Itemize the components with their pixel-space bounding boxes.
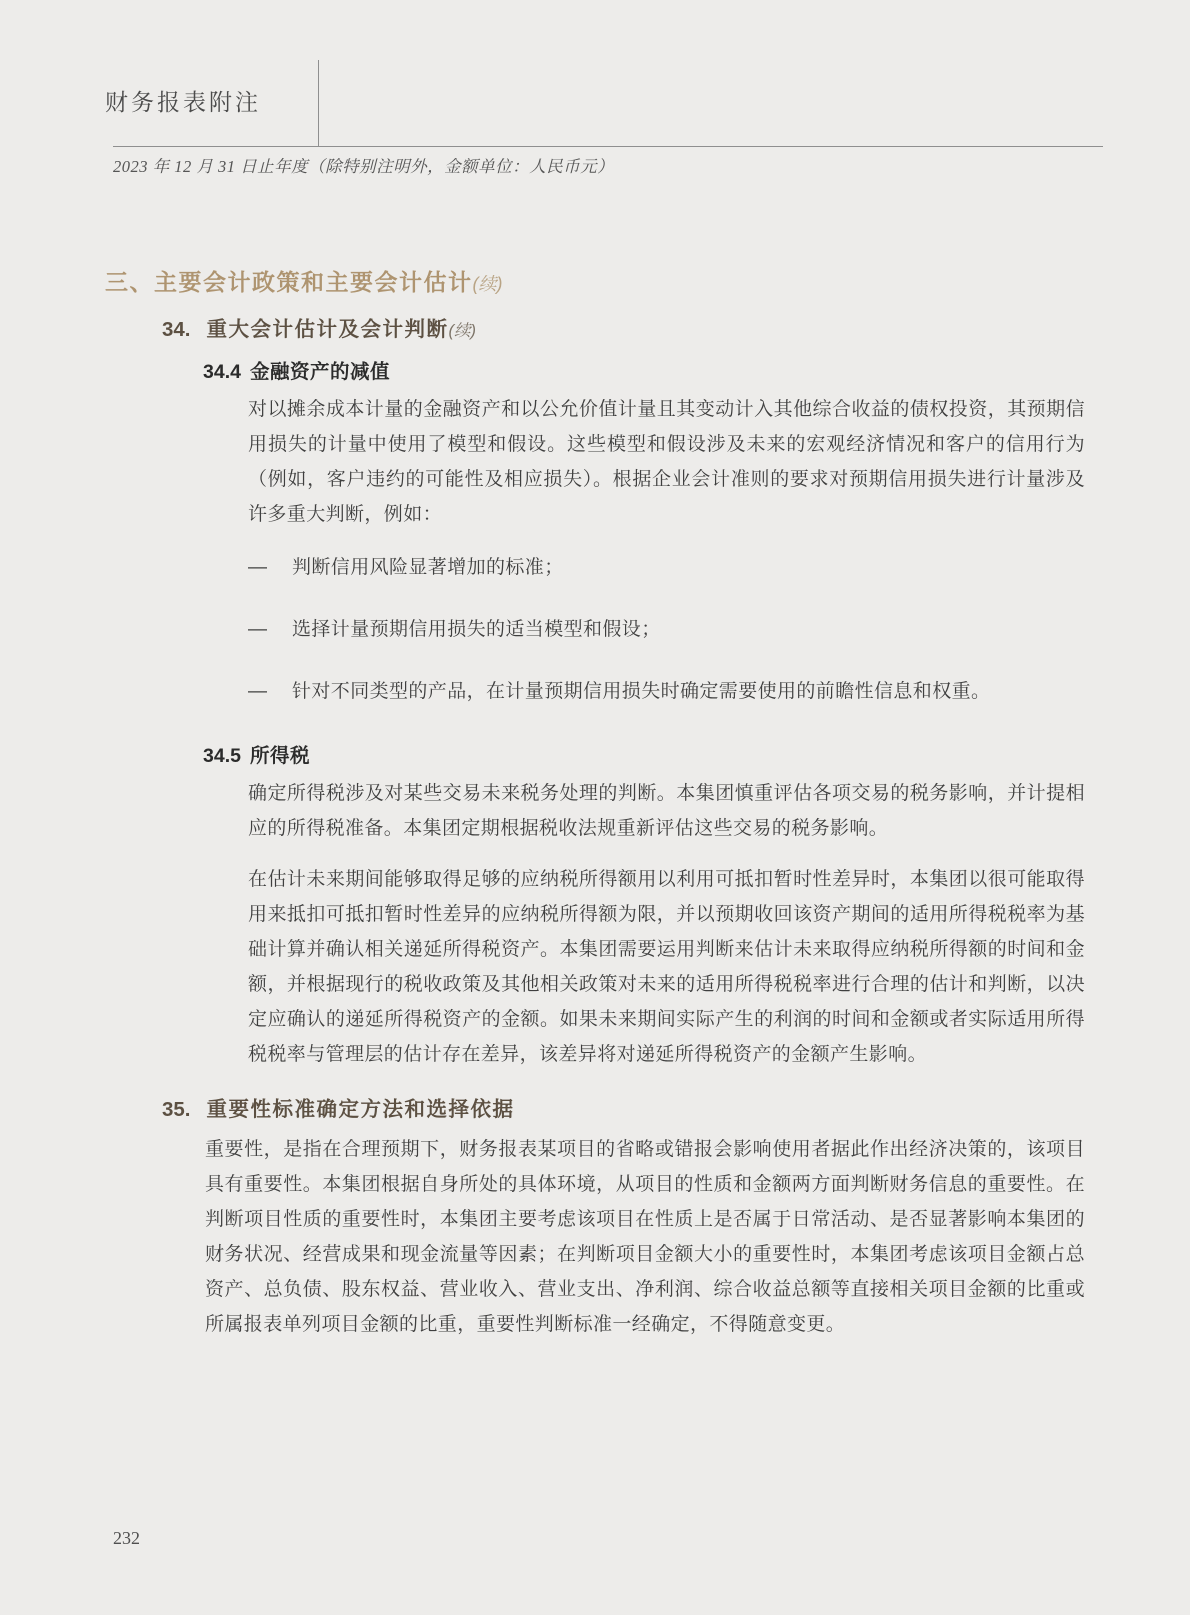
header-vertical-divider <box>318 60 319 146</box>
item-34-continued-mark: (续) <box>448 322 476 340</box>
heading-item-34-5 <box>203 740 310 768</box>
paragraph-materiality: 重要性，是指在合理预期下，财务报表某项目的省略或错报会影响使用者据此作出经济决策的，该项目具有重要性。本集团根据自身所处的具体环境，从项目的性质和金额两方面判断财务信息的重要性。在判断项目性质的重要性时，本集团主要考虑该项目在性质上是否属于日常活动、是否显著影响本集团的财务状况、经营成果和现金流量等因素；在判断项目金额大小的重要性时，本集团考虑该项目金额占总资产、总负债、股东权益、营业收入、营业支出、净利润、综合收益总额等直接相关项目金额的比重或所属报表单列项目金额的比重，重要性判断标准一经确定，不得随意变更。 <box>205 1139 1085 1335</box>
bullet-text: 判断信用风险显著增加的标准； <box>292 557 564 578</box>
paragraph-income-tax-1: 确定所得税涉及对某些交易未来税务处理的判断。本集团慎重评估各项交易的税务影响，并计提相应的所得税准备。本集团定期根据税收法规重新评估这些交易的税务影响。 <box>248 783 1085 839</box>
document-title: 财务报表附注 <box>105 90 261 115</box>
bullet-text: 选择计量预期信用损失的适当模型和假设； <box>292 619 661 640</box>
list-item <box>248 674 1085 709</box>
dash-bullet-marker: — <box>248 681 268 702</box>
heading-item-35 <box>162 1092 515 1122</box>
paragraph-impairment-of-financial-assets: 对以摊余成本计量的金融资产和以公允价值计量且其变动计入其他综合收益的债权投资，其预期信用损失的计量中使用了模型和假设。这些模型和假设涉及未来的宏观经济情况和客户的信用行为（例如，客户违约的可能性及相应损失）。根据企业会计准则的要求对预期信用损失进行计量涉及许多重大判断，例如： <box>248 399 1085 525</box>
item-34-4-number: 34.4 <box>203 361 241 383</box>
heading-item-34 <box>162 312 476 342</box>
item-35-title: 重要性标准确定方法和选择依据 <box>206 1098 515 1121</box>
heading-item-34-4 <box>203 356 390 384</box>
item-34-4-title: 金融资产的减值 <box>249 361 390 383</box>
item-34-title: 重大会计估计及会计判断 <box>206 318 449 341</box>
section-number: 三、 <box>105 269 154 295</box>
section-continued-mark: (续) <box>472 274 503 294</box>
header-horizontal-rule <box>113 146 1103 147</box>
page-number: 232 <box>113 1528 140 1548</box>
bullet-text: 针对不同类型的产品，在计量预期信用损失时确定需要使用的前瞻性信息和权重。 <box>292 681 991 702</box>
item-35-number: 35. <box>162 1098 191 1121</box>
judgment-bullet-list <box>248 550 1085 736</box>
list-item <box>248 612 1085 647</box>
list-item <box>248 550 1085 585</box>
item-34-5-number: 34.5 <box>203 745 241 767</box>
reporting-period-note: 2023 年 12 月 31 日止年度（除特别注明外，金额单位：人民币元） <box>113 157 615 176</box>
section-heading-3 <box>105 264 503 297</box>
dash-bullet-marker: — <box>248 557 268 578</box>
paragraph-income-tax-2: 在估计未来期间能够取得足够的应纳税所得额用以利用可抵扣暂时性差异时，本集团以很可能取得用来抵扣可抵扣暂时性差异的应纳税所得额为限，并以预期收回该资产期间的适用所得税税率为基础计算并确认相关递延所得税资产。本集团需要运用判断来估计未来取得应纳税所得额的时间和金额，并根据现行的税收政策及其他相关政策对未来的适用所得税税率进行合理的估计和判断，以决定应确认的递延所得税资产的金额。如果未来期间实际产生的利润的时间和金额或者实际适用所得税税率与管理层的估计存在差异，该差异将对递延所得税资产的金额产生影响。 <box>248 869 1085 1065</box>
section-title: 主要会计政策和主要会计估计 <box>154 269 473 295</box>
dash-bullet-marker: — <box>248 619 268 640</box>
item-34-5-title: 所得税 <box>249 745 310 767</box>
item-34-number: 34. <box>162 318 191 341</box>
